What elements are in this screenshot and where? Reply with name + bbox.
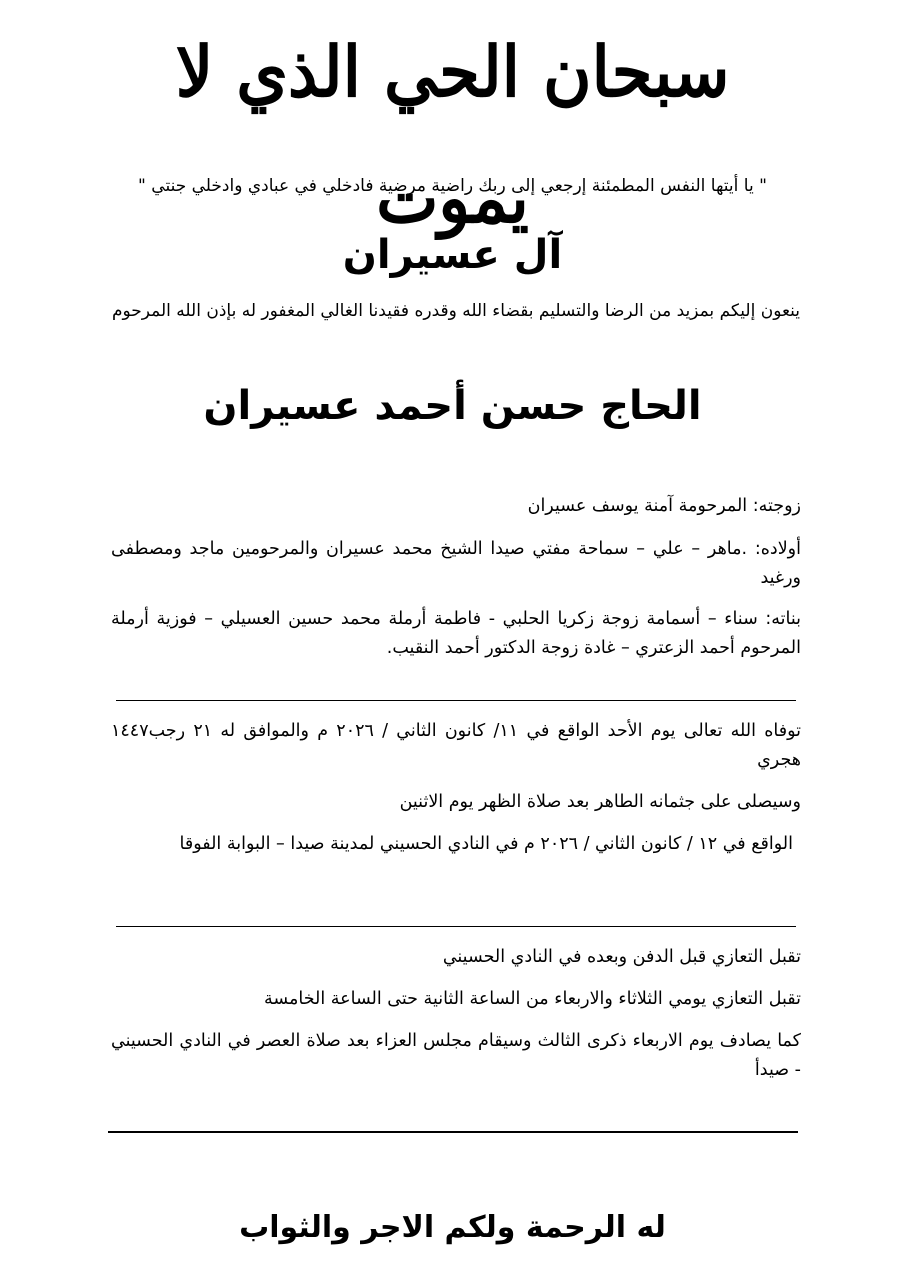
deceased-name: الحاج حسن أحمد عسيران	[203, 383, 702, 429]
divider	[116, 926, 796, 927]
prayer-place-paragraph: الواقع في ١٢ / كانون الثاني / ٢٠٢٦ م في النادي الحسيني لمدينة صيدا – البوابة الفوقا	[179, 834, 793, 854]
sons-paragraph: أولاده: .ماهر – علي – سماحة مفتي صيدا الشيخ محمد عسيران والمرحومين ماجد ومصطفى ورغيد	[111, 539, 801, 588]
family-name: آل عسيران	[342, 232, 563, 278]
daughters-paragraph: بناته: سناء – أسمامة زوجة زكريا الحلبي - فاطمة أرملة محمد حسين العسيلي – فوزية أرملة المرحوم أحمد الزعتري – غادة زوجة الدكتور أحمد النقيب.	[111, 609, 801, 658]
wife-line: زوجته: المرحومة آمنة يوسف عسيران	[527, 496, 801, 516]
condolences-line-1: تقبل التعازي قبل الدفن وبعده في النادي الحسيني	[442, 947, 801, 967]
condolences-line-3: كما يصادف يوم الاربعاء ذكرى الثالث وسيقام مجلس العزاء بعد صلاة العصر في النادي الحسيني - صيدأ	[111, 1031, 801, 1080]
condolences-line-2: تقبل التعازي يومي الثلاثاء والاربعاء من الساعة الثانية حتى الساعة الخامسة	[264, 989, 801, 1009]
divider	[116, 700, 796, 701]
death-date-paragraph: توفاه الله تعالى يوم الأحد الواقع في ١١/ كانون الثاني / ٢٠٢٦ م والموافق له ٢١ رجب١٤٤٧ هجري	[111, 721, 801, 770]
prayer-line: وسيصلى على جثمانه الطاهر بعد صلاة الظهر يوم الاثنين	[399, 792, 801, 812]
quran-verse: " يا أيتها النفس المطمئنة إرجعي إلى ربك راضية مرضية فادخلي في عبادي وادخلي جنتي "	[138, 176, 767, 196]
announcement-intro: ينعون إليكم بمزيد من الرضا والتسليم بقضاء الله وقدره فقيدنا الغالي المغفور له بإذن الله المرحوم	[111, 301, 801, 321]
closing-phrase: له الرحمة ولكم الاجر والثواب	[239, 1210, 666, 1245]
footer-divider	[108, 1131, 798, 1133]
calligraphy-title: سبحان الحي الذي لا يموت	[175, 31, 730, 239]
